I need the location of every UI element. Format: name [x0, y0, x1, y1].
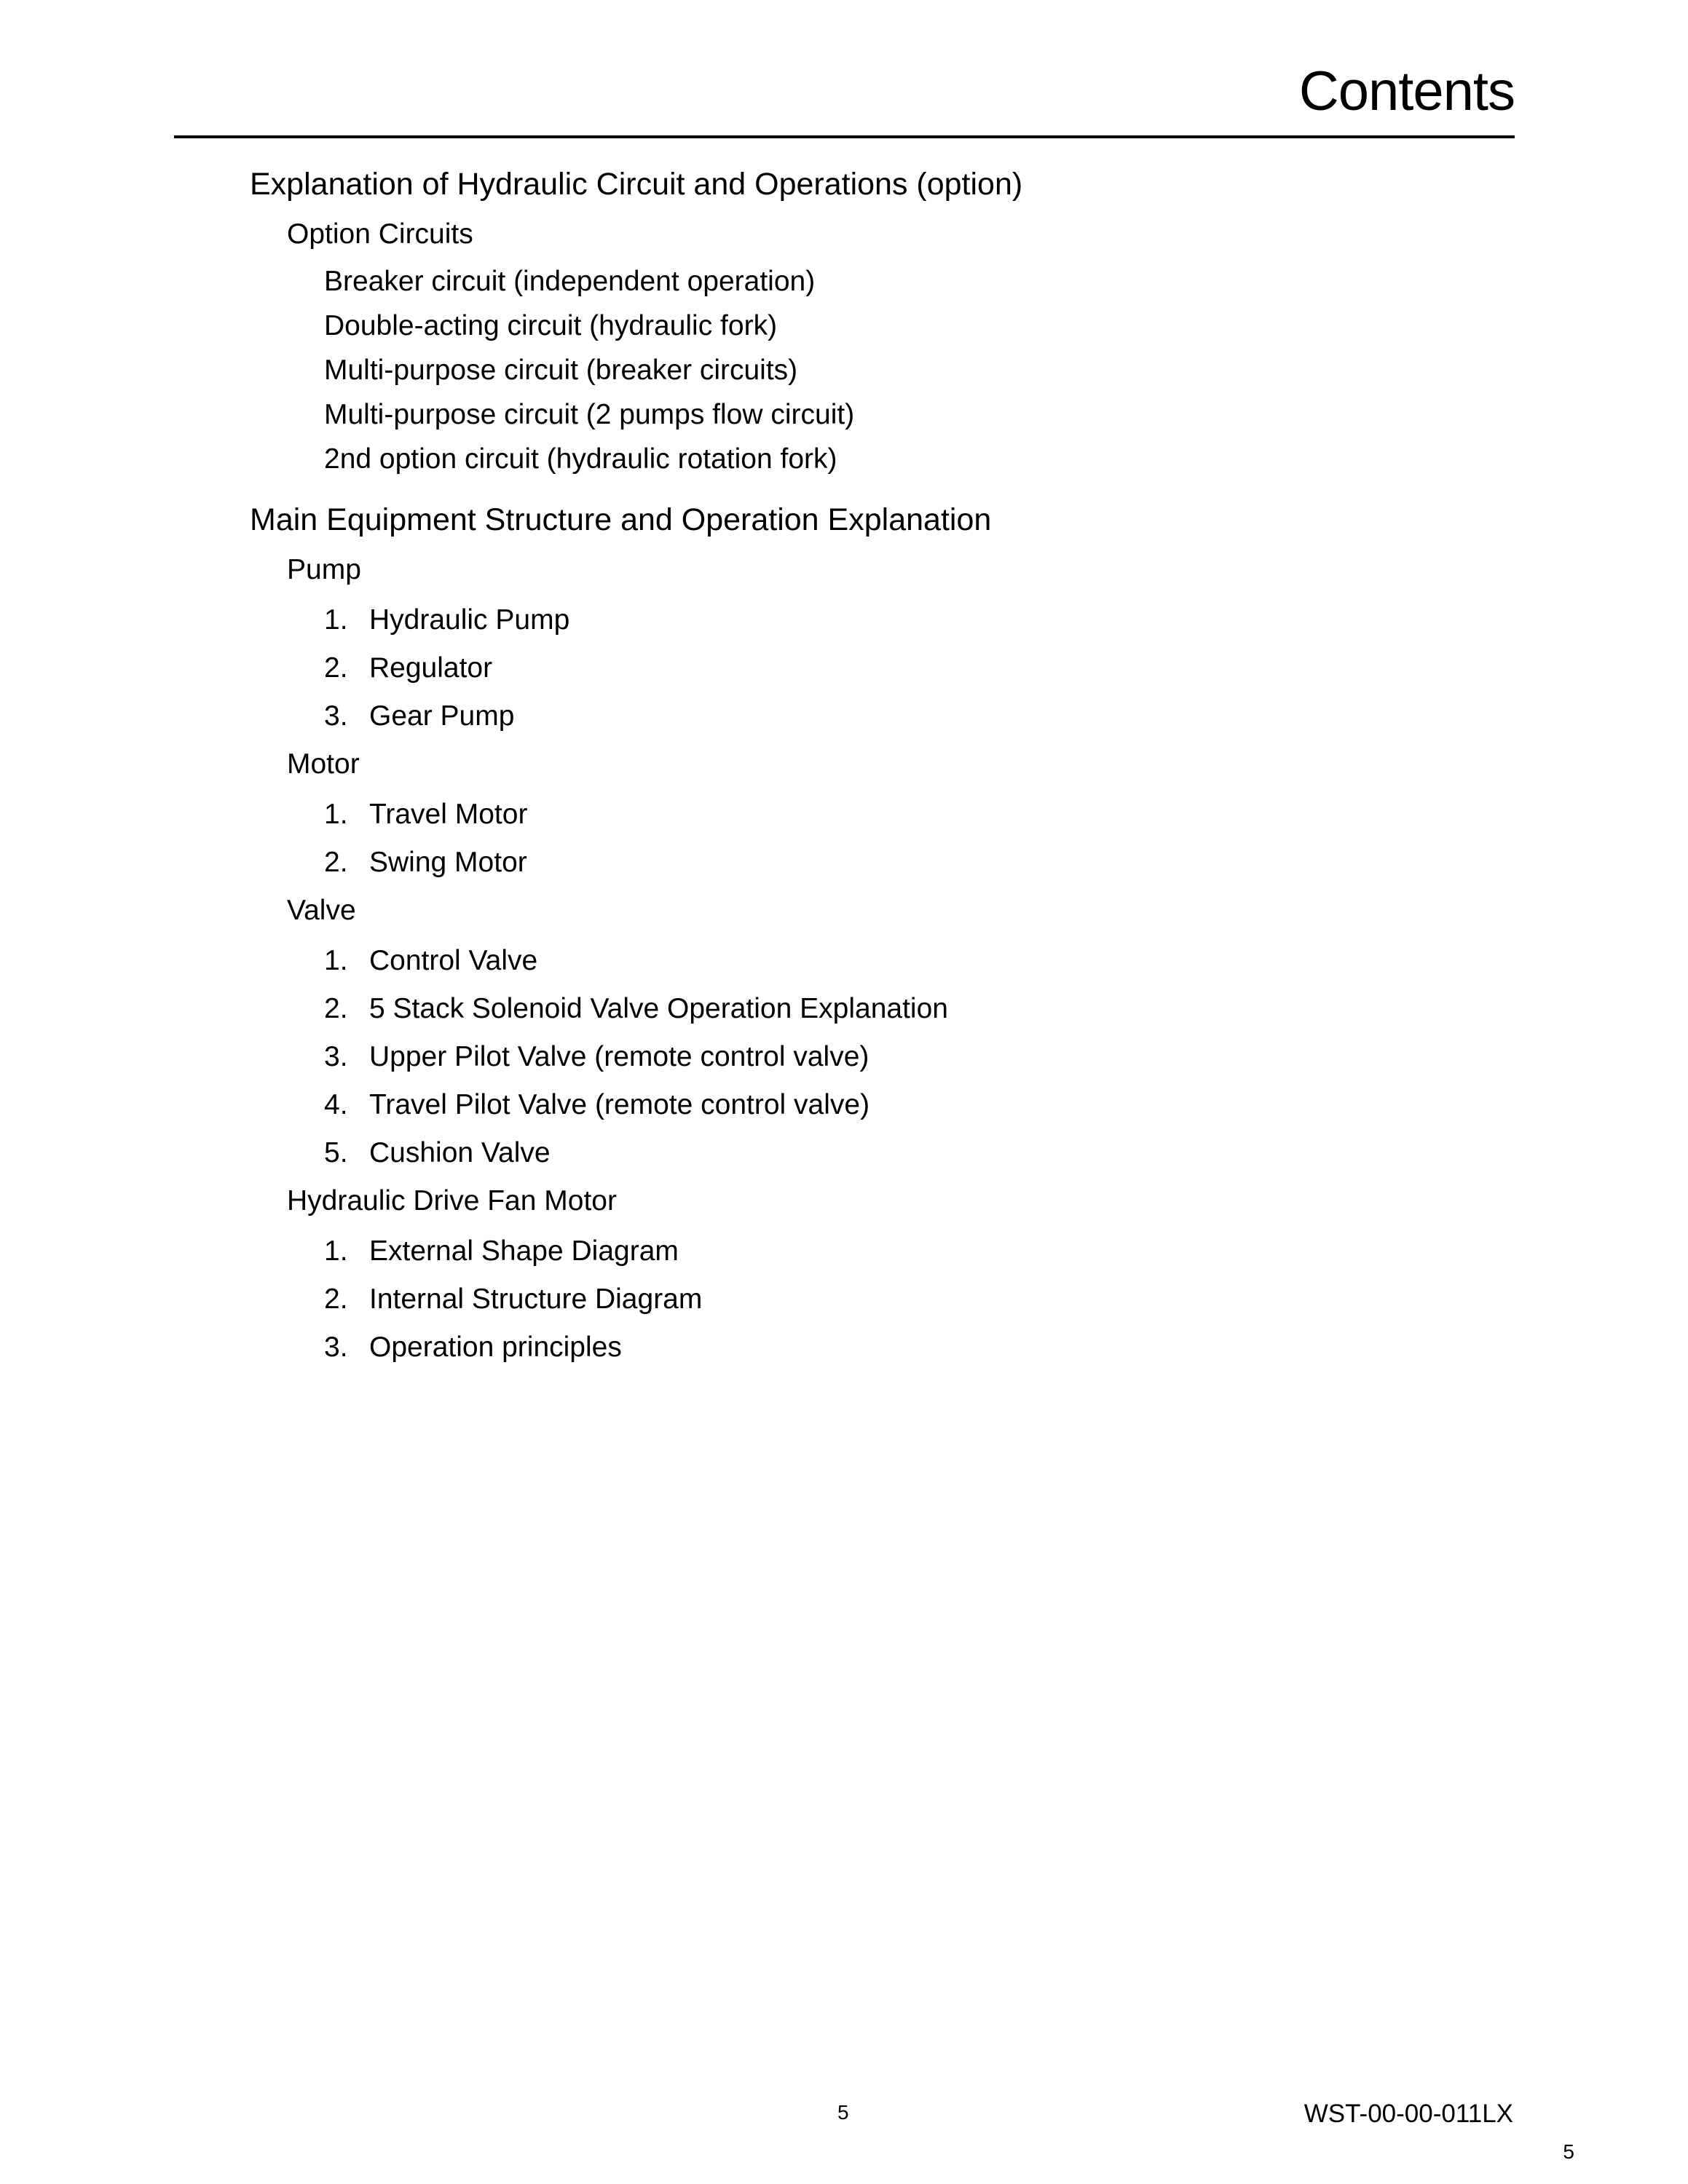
item-number: 2. [324, 1283, 348, 1315]
item-label: Internal Structure Diagram [369, 1283, 703, 1315]
title-rule [174, 135, 1515, 138]
item-number: 3. [324, 1332, 348, 1363]
corner-page-number: 5 [1563, 2140, 1574, 2163]
toc-subsection-fan-motor[interactable]: Hydraulic Drive Fan Motor [287, 1185, 617, 1216]
toc-numbered-item[interactable] [324, 848, 527, 877]
toc-numbered-item[interactable] [324, 1285, 702, 1313]
item-number: 2. [324, 652, 348, 684]
toc-numbered-item[interactable] [324, 1333, 622, 1361]
toc-numbered-item[interactable] [324, 702, 514, 730]
toc-numbered-item[interactable] [324, 1091, 869, 1119]
toc-numbered-item[interactable] [324, 1237, 679, 1265]
item-label: Travel Motor [369, 799, 528, 830]
item-label: External Shape Diagram [369, 1235, 679, 1267]
toc-numbered-item[interactable] [324, 800, 527, 828]
item-label: Swing Motor [369, 847, 527, 878]
item-label: Operation principles [369, 1332, 622, 1363]
toc-item[interactable]: Multi-purpose circuit (breaker circuits) [324, 355, 798, 386]
page-title: Contents [1298, 60, 1515, 122]
item-label: Hydraulic Pump [369, 604, 570, 636]
item-number: 1. [324, 604, 348, 636]
item-label: Regulator [369, 652, 493, 684]
item-number: 1. [324, 945, 348, 976]
toc-item[interactable]: Double-acting circuit (hydraulic fork) [324, 310, 778, 341]
item-label: Control Valve [369, 945, 538, 976]
footer-page-number: 5 [837, 2101, 849, 2124]
footer-document-code: WST-00-00-011LX [1304, 2100, 1513, 2128]
item-number: 2. [324, 847, 348, 878]
toc-section-main-equipment[interactable]: Main Equipment Structure and Operation Explanation [250, 502, 992, 537]
item-number: 2. [324, 993, 348, 1024]
item-number: 5. [324, 1137, 348, 1168]
item-label: Travel Pilot Valve (remote control valve) [369, 1089, 870, 1120]
toc-item[interactable]: 2nd option circuit (hydraulic rotation fork) [324, 443, 837, 475]
toc-numbered-item[interactable] [324, 606, 569, 634]
toc-numbered-item[interactable] [324, 1042, 869, 1071]
toc-numbered-item[interactable] [324, 654, 492, 682]
item-number: 4. [324, 1089, 348, 1120]
toc-numbered-item[interactable] [324, 1139, 551, 1167]
toc-subsection-valve[interactable]: Valve [287, 895, 356, 926]
toc-item[interactable]: Multi-purpose circuit (2 pumps flow circuit) [324, 399, 855, 430]
toc-subsection-pump[interactable]: Pump [287, 554, 361, 585]
item-label: Upper Pilot Valve (remote control valve) [369, 1041, 869, 1072]
item-number: 3. [324, 1041, 348, 1072]
item-number: 1. [324, 799, 348, 830]
toc-item[interactable]: Breaker circuit (independent operation) [324, 266, 816, 297]
toc-section-hydraulic-circuit[interactable]: Explanation of Hydraulic Circuit and Operations (option) [250, 167, 1023, 202]
item-number: 3. [324, 700, 348, 732]
toc-numbered-item[interactable] [324, 946, 537, 975]
item-label: Cushion Valve [369, 1137, 551, 1168]
item-label: 5 Stack Solenoid Valve Operation Explanation [369, 993, 948, 1024]
toc-subsection-option-circuits[interactable]: Option Circuits [287, 218, 473, 250]
toc-numbered-item[interactable] [324, 994, 948, 1023]
item-number: 1. [324, 1235, 348, 1267]
toc-subsection-motor[interactable]: Motor [287, 748, 360, 780]
item-label: Gear Pump [369, 700, 515, 732]
